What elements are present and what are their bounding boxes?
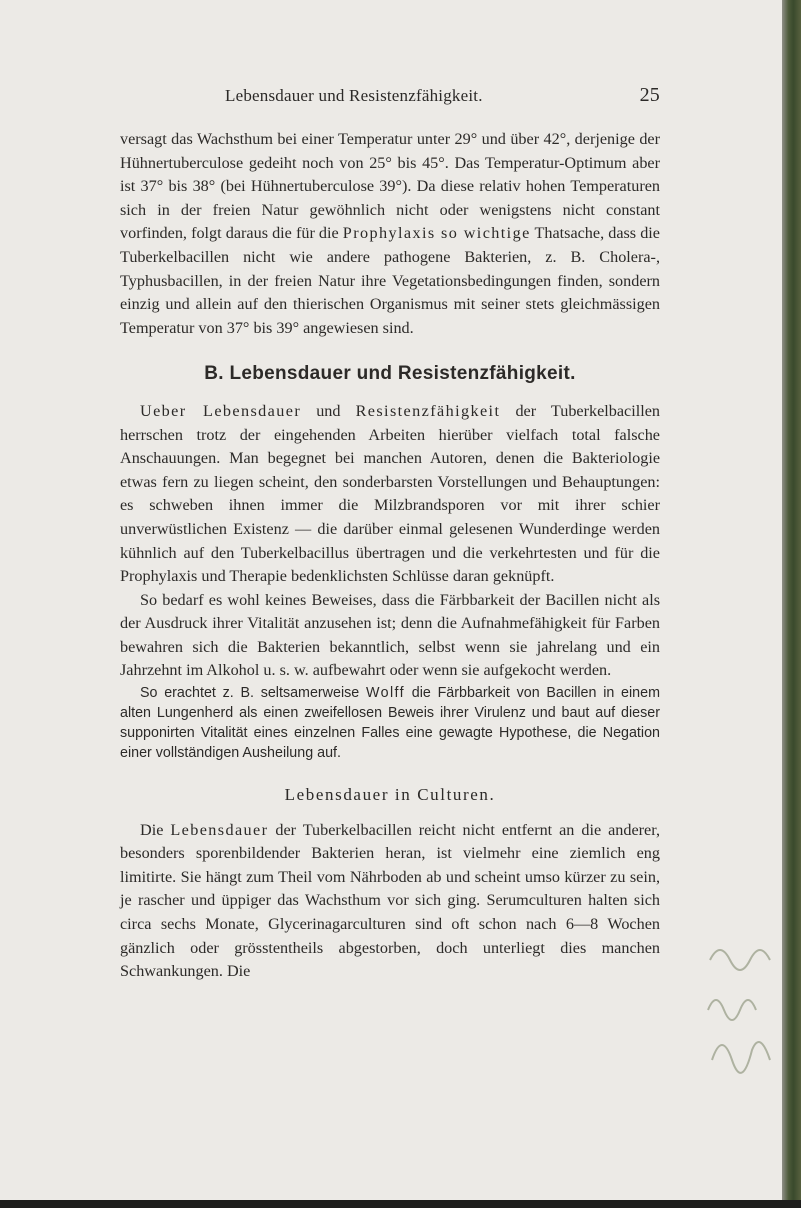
subsection-heading: Lebensdauer in Culturen. xyxy=(284,785,496,805)
page-edge-right xyxy=(782,0,801,1208)
section-heading: B. Lebensdauer und Resistenzfähigkeit. xyxy=(204,363,576,385)
paragraph-2: Ueber Lebensdauer und Resistenzfähigkeit der Tuberkelbacillen herrschen trotz der eingehenden Arbeiten hierüber vielfach total falsche Anschauungen. Man begegnet bei manchen Autoren, denen die Bakteriologie etwas fern zu liegen scheint, den sonderbarsten Vorstellungen und Behauptungen: es schweben ihnen immer die Milzbrandsporen vor mit ihrer schier unverwüstlichen Existenz — die darüber einmal gelesenen Wunderdinge werden kühnlich auf den Tuberkelbacillus übertragen und die verkehrtesten und für die Prophylaxis und Therapie bedenklichsten Schlüsse daran geknüpft. xyxy=(120,401,660,586)
page-body xyxy=(120,128,660,984)
running-title: Lebensdauer und Resistenzfähigkeit. xyxy=(225,86,483,105)
emphasis-resistenz: Resistenzfähigkeit xyxy=(355,401,501,420)
page-number: 25 xyxy=(639,84,660,106)
emphasis-prophylaxis: Prophylaxis so wichtige xyxy=(342,224,531,243)
emphasis-lebensdauer-2: Lebensdauer xyxy=(170,820,269,839)
author-name: Wolff xyxy=(365,685,406,702)
paragraph-4-small-print: So erachtet z. B. seltsamerweise Wolff die Färbbarkeit von Bacillen in einem alten Lungenherd als einen zweifellosen Beweis ihrer Virulenz und baut auf dieser supponirten Vitalität eines einzelnen Falles eine gewagte Hypothese, die Negation einer vollständigen Ausheilung auf. xyxy=(120,685,660,762)
marginal-handwriting-mark xyxy=(700,930,780,1110)
paragraph-5: Die Lebensdauer der Tuberkelbacillen reicht nicht entfernt an die anderer, besonders sporenbildender Bakterien heran, ist vielmehr eine ziemlich eng limitirte. Sie hängt zum Theil vom Nährboden ab und scheint umso kürzer zu sein, je rascher und üppiger das Wachsthum vor sich ging. Serumculturen halten sich circa sechs Monate, Glycerinagarculturen sind oft schon nach 6—8 Wochen gänzlich oder grösstentheils abgestorben, doch unterliegt dies manchen Schwankungen. Die xyxy=(120,820,660,981)
paragraph-1: versagt das Wachsthum bei einer Temperatur unter 29° und über 42°, derjenige der Hühnertuberculose gedeiht noch von 25° bis 45°. Das Temperatur-Optimum aber ist 37° bis 38° (bei Hühnertuberculose 39°). Da diese relativ hohen Temperaturen sich in der freien Natur gewöhnlich nicht oder wenigstens nicht constant vorfinden, folgt daraus die für die Prophylaxis so wichtige Thatsache, dass die Tuberkelbacillen nicht wie andere pathogene Bakterien, z. B. Cholera-, Typhusbacillen, in der freien Natur ihre Vegetationsbedingungen finden, sondern einzig und allein auf den thierischen Organismus mit seiner stets gleichmässigen Temperatur von 37° bis 39° angewiesen sind. xyxy=(120,130,660,337)
page-edge-bottom xyxy=(0,1200,801,1208)
paragraph-3: So bedarf es wohl keines Beweises, dass die Färbbarkeit der Bacillen nicht als der Ausdruck ihrer Vitalität anzusehen ist; denn die Aufnahmefähigkeit für Farben bewahren sich die Bakterien bekanntlich, selbst wenn sie jahrelang und ein Jahrzehnt im Alkohol u. s. w. aufbewahrt oder wenn sie aufgekocht werden. xyxy=(120,590,660,680)
emphasis-lebensdauer: Ueber Lebensdauer xyxy=(140,401,302,420)
